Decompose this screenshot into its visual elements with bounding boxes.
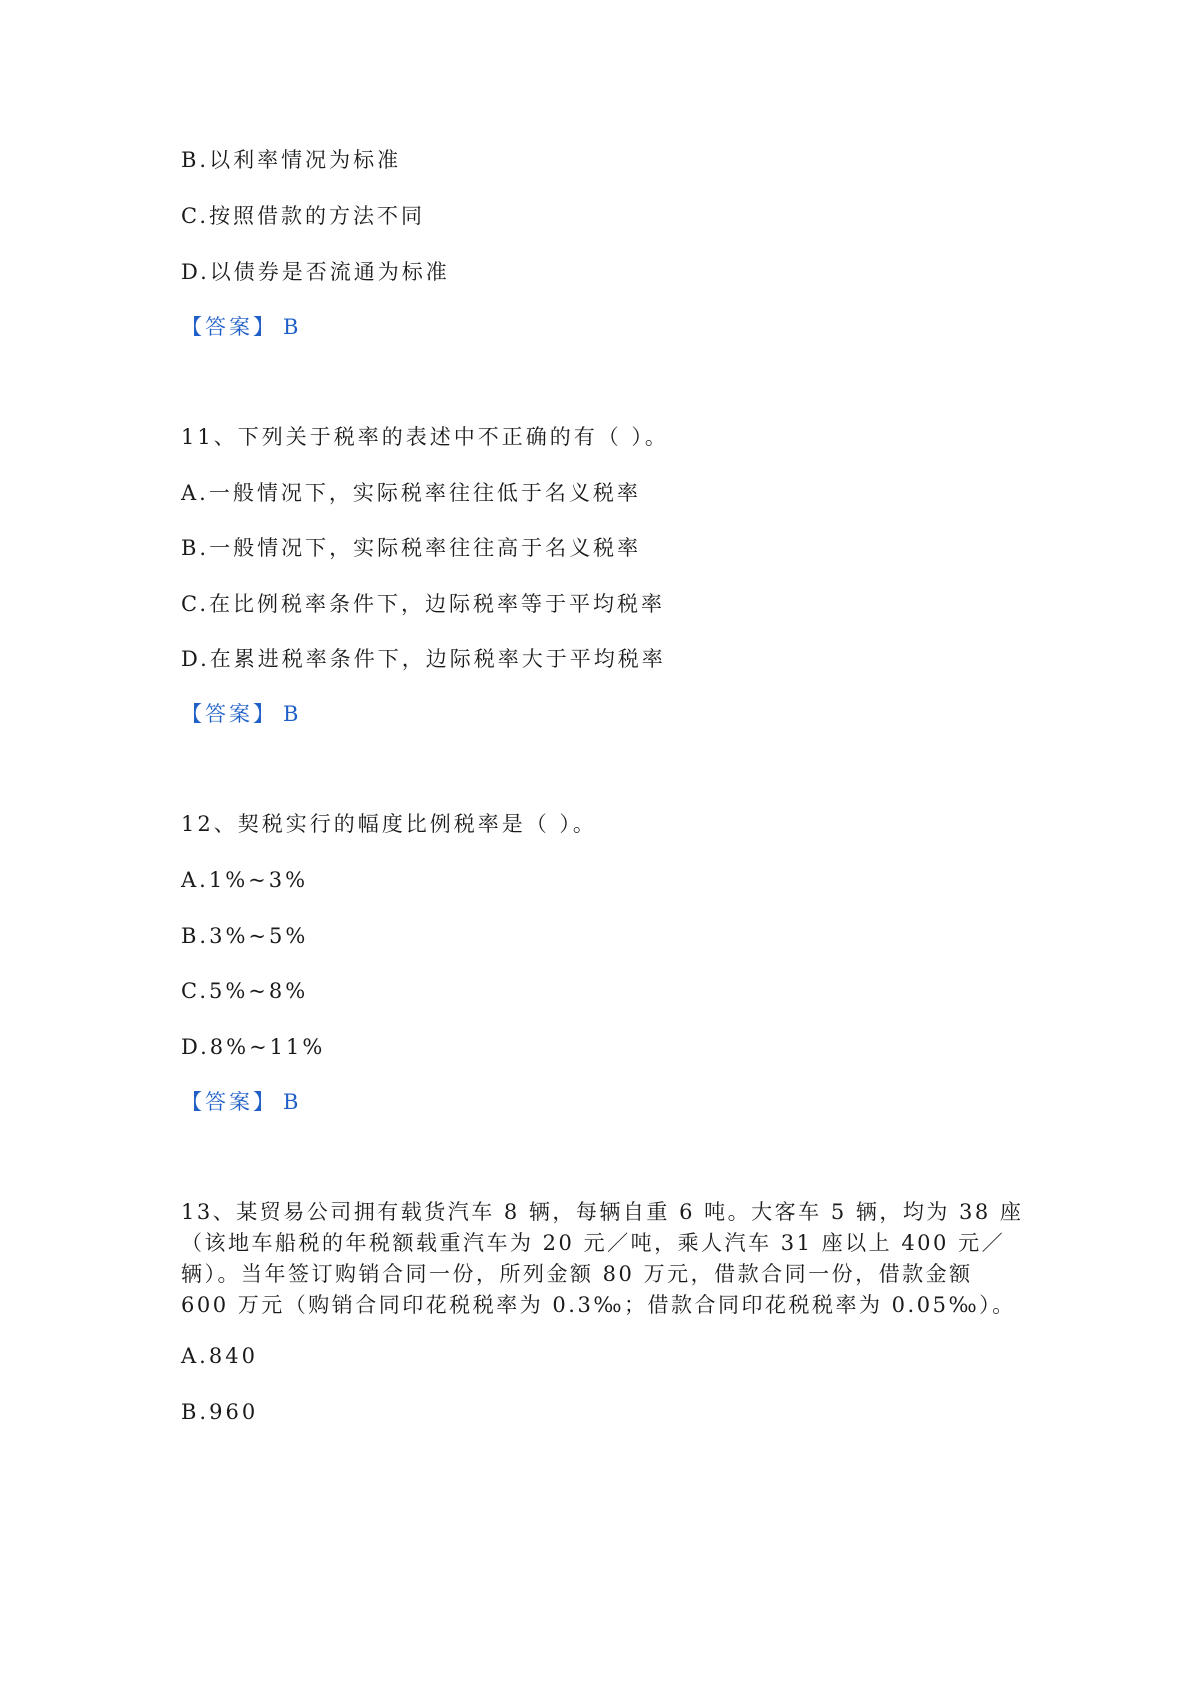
q11-option-b: B.一般情况下，实际税率往往高于名义税率 — [181, 536, 642, 560]
q11-question: 11、下列关于税率的表述中不正确的有（ ）。 — [181, 425, 669, 449]
q13-line: （该地车船税的年税额载重汽车为 20 元／吨，乘人汽车 31 座以上 400 元／ — [181, 1231, 1006, 1255]
q12-option-a: A.1%~3% — [181, 868, 309, 892]
q12-option-b: B.3%~5% — [181, 924, 309, 948]
q12-answer — [181, 1088, 301, 1116]
answer-label: 【答案】 — [181, 315, 277, 339]
q13-line: 600 万元（购销合同印花税税率为 0.3‰；借款合同印花税税率为 0.05‰）。 — [181, 1293, 1016, 1317]
answer-letter: B — [283, 702, 302, 726]
q12-option-d: D.8%~11% — [181, 1035, 326, 1059]
q11-option-a: A.一般情况下，实际税率往往低于名义税率 — [181, 481, 641, 505]
q10-option-c: C.按照借款的方法不同 — [181, 204, 425, 228]
q13-question — [181, 1197, 1024, 1321]
q10-answer — [181, 313, 301, 341]
q11-answer — [181, 700, 301, 728]
answer-letter: B — [283, 315, 302, 339]
answer-label: 【答案】 — [181, 1090, 277, 1114]
answer-letter: B — [283, 1090, 302, 1114]
q10-option-d: D.以债券是否流通为标准 — [181, 260, 450, 284]
q13-line: 辆）。当年签订购销合同一份，所列金额 80 万元，借款合同一份，借款金额 — [181, 1262, 973, 1286]
answer-label: 【答案】 — [181, 702, 277, 726]
q11-option-d: D.在累进税率条件下，边际税率大于平均税率 — [181, 647, 666, 671]
q13-option-b: B.960 — [181, 1400, 259, 1424]
q11-option-c: C.在比例税率条件下，边际税率等于平均税率 — [181, 592, 665, 616]
q12-option-c: C.5%~8% — [181, 979, 309, 1003]
q13-line: 13、某贸易公司拥有载货汽车 8 辆，每辆自重 6 吨。大客车 5 辆，均为 38 座 — [181, 1200, 1024, 1224]
q12-question: 12、契税实行的幅度比例税率是（ ）。 — [181, 812, 597, 836]
q10-option-b: B.以利率情况为标准 — [181, 148, 402, 172]
q13-option-a: A.840 — [181, 1344, 258, 1368]
